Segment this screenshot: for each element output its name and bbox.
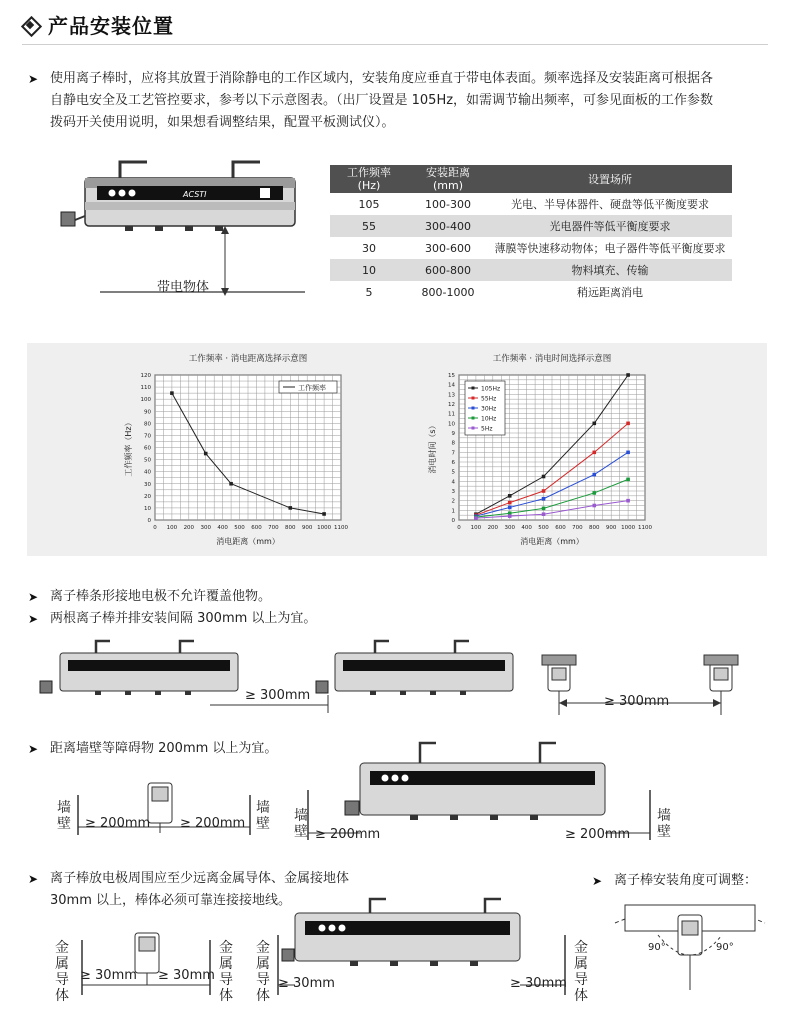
rule-bullet: ➤ 距离墙壁等障碍物 200mm 以上为宜。 [28,738,277,760]
table-row: 10 600-800 物料填充、传输 [330,259,732,281]
x-tick-label: 500 [538,525,549,531]
metal-label: 金属导体 [55,940,69,1004]
section-header [22,10,174,39]
dimension-300-label: ≥ 300mm [604,694,670,709]
x-tick-label: 1100 [638,525,652,531]
ion-bar-right [316,641,513,695]
x-tick-label: 1000 [621,525,636,531]
data-point [592,504,596,508]
charts-svg [27,343,767,556]
y-tick-label: 3 [451,489,455,495]
y-axis-label: 工作频率（Hz） [124,418,133,477]
data-point [626,451,630,455]
x-tick-label: 200 [183,525,195,531]
y-tick-label: 6 [451,460,455,466]
x-axis-label: 消电距离（mm） [520,537,584,546]
y-tick-label: 0 [147,518,151,524]
x-tick-label: 800 [589,525,600,531]
legend-marker [472,407,475,410]
y-tick-label: 10 [448,421,455,428]
data-point [542,475,546,479]
table-row: 5 800-1000 稍远距离消电 [365,285,643,299]
y-tick-label: 120 [140,373,151,379]
data-point [542,497,546,501]
angle-label: 90° [648,942,666,953]
x-tick-label: 200 [487,525,499,531]
dimension-200-label: ≥ 200mm [180,816,246,831]
y-tick-label: 4 [451,479,455,486]
table-row: 105 100-300 光电、半导体器件、硬盘等低平衡度要求 [358,197,709,211]
data-point [626,373,630,377]
table-row: 55 300-400 光电器件等低平衡度要求 [330,215,732,237]
legend-marker [472,427,475,430]
x-tick-label: 600 [555,525,566,531]
wall-label: 墙壁 [294,808,308,840]
arrow-bullet-icon: ➤ [28,590,39,604]
dimension-30-label: ≥ 30mm [510,976,567,991]
y-tick-label: 80 [144,421,151,428]
arrow-bullet-icon: ➤ [592,874,603,888]
x-tick-label: 700 [572,525,583,531]
legend-label: 30Hz [481,405,497,413]
legend-label: 105Hz [481,385,501,393]
data-point [592,451,596,455]
dimension-200-label: ≥ 200mm [85,816,151,831]
arrow-bullet-icon: ➤ [28,872,39,886]
data-point [542,512,546,516]
dimension-30-label: ≥ 30mm [278,976,335,991]
data-point [626,499,630,503]
data-point [204,452,208,456]
dimension-300-label: ≥ 300mm [245,688,311,703]
metal-spacing-diagram [60,895,780,1020]
dimension-200-label: ≥ 200mm [565,827,631,842]
data-point [592,473,596,477]
side-view-right [704,655,738,715]
data-point [322,512,326,516]
chart-panel [27,343,767,556]
y-tick-label: 20 [144,493,151,500]
intro-line: 使用离子棒时，应将其放置于消除静电的工作区域内，安装角度应垂直于带电体表面。频率选择及安装距离可根据各 [50,71,714,86]
x-tick-label: 300 [504,525,515,531]
wall-spacing-diagram [70,735,790,845]
y-tick-label: 10 [144,505,151,512]
header-freq: 工作频率 (Hz) [330,165,408,193]
x-tick-label: 500 [234,525,245,531]
rule-bullet: ➤ 离子棒安装角度可调整： [592,870,757,892]
dimension-30-label: ≥ 30mm [158,968,215,983]
y-tick-label: 11 [448,411,455,418]
y-tick-label: 5 [451,469,455,476]
metal-label: 金属导体 [574,940,588,1004]
title-divider [22,44,768,45]
y-tick-label: 90 [144,409,151,416]
table-header-row [330,165,732,193]
intro-paragraph [28,68,773,134]
charged-object-label: 带电物体 [157,280,210,295]
x-tick-label: 900 [301,525,313,531]
header-place: 设置场所 [488,165,732,193]
y-tick-label: 13 [448,392,455,399]
ion-bar-left [40,641,238,695]
data-point [592,491,596,495]
y-tick-label: 8 [451,440,455,447]
data-point [626,422,630,426]
y-tick-label: 100 [140,397,151,404]
side-view-left [542,655,576,715]
y-tick-label: 12 [448,402,455,408]
header-distance: 安装距离 (mm) [408,165,488,193]
intro-line: 拨码开关使用说明，如果想看调整结果，配置平板测试仪）。 [50,115,395,130]
data-point [542,489,546,493]
data-point [229,482,233,486]
x-tick-label: 800 [285,525,296,531]
x-tick-label: 900 [605,525,617,531]
x-tick-label: 0 [457,525,461,531]
rule-bullet: ➤ 离子棒条形接地电极不允许覆盖他物。 [28,586,271,608]
y-tick-label: 70 [144,433,151,440]
data-point [508,514,512,518]
spec-table [330,165,732,303]
y-tick-label: 30 [144,481,151,488]
x-tick-label: 300 [200,525,211,531]
legend-marker [472,397,475,400]
data-point [508,494,512,498]
dimension-200-label: ≥ 200mm [315,827,381,842]
y-tick-label: 110 [140,385,151,392]
data-point [170,391,174,395]
x-tick-label: 400 [521,525,532,531]
y-tick-label: 14 [448,382,455,389]
x-tick-label: 0 [153,525,157,531]
y-tick-label: 0 [451,518,455,524]
y-tick-label: 40 [144,469,151,476]
wall-label: 墙壁 [57,800,71,832]
x-tick-label: 700 [268,525,279,531]
chart-title: 工作频率 · 消电距离选择示意图 [188,354,308,364]
two-bar-spacing-diagram [30,635,790,720]
legend-label: 工作频率 [298,384,326,392]
y-axis-label: 消电时间（s） [428,421,437,474]
rule-bullet: ➤ 两根离子棒并排安装间隔 300mm 以上为宜。 [28,608,316,630]
x-axis-label: 消电距离（mm） [216,537,280,546]
metal-label: 金属导体 [256,940,270,1004]
y-tick-label: 50 [144,457,151,464]
data-point [508,506,512,510]
table-row: 30 300-600 薄膜等快速移动物体；电子器件等低平衡度要求 [362,241,726,255]
angle-adjust-drawing [615,905,765,990]
y-tick-label: 7 [451,450,455,457]
x-tick-label: 1000 [317,525,332,531]
svg-text:ACSTI: ACSTI [183,190,207,199]
y-tick-label: 1 [451,508,455,515]
x-tick-label: 100 [470,525,482,531]
wall-label: 墙壁 [256,800,270,832]
wall-label: 墙壁 [657,808,671,840]
legend-marker [472,387,475,390]
legend-marker [472,417,475,420]
data-point [288,506,292,510]
chart-title: 工作频率 · 消电时间选择示意图 [492,354,612,364]
data-point [474,516,478,520]
y-tick-label: 15 [448,373,455,379]
data-point [508,501,512,505]
legend-label: 55Hz [481,395,497,403]
metal-label: 金属导体 [219,940,233,1004]
arrow-bullet-icon: ➤ [28,72,39,86]
legend-label: 5Hz [481,425,493,433]
diamond-bullet-icon [22,17,38,33]
x-tick-label: 600 [251,525,262,531]
x-tick-label: 100 [166,525,178,531]
y-tick-label: 9 [451,431,455,437]
angle-label: 90° [716,942,734,953]
data-point [542,507,546,511]
rule-bullet: ➤ 离子棒放电极周围应至少远离金属导体、金属接地体 30mm 以上，棒体必须可靠连接接地线。 [28,868,408,912]
x-tick-label: 400 [217,525,228,531]
page-title: 产品安装位置 [48,14,174,38]
x-tick-label: 1100 [334,525,348,531]
y-tick-label: 2 [451,498,455,505]
legend-label: 10Hz [481,415,497,423]
arrow-bullet-icon: ➤ [28,742,39,756]
dimension-30-label: ≥ 30mm [80,968,137,983]
data-point [626,478,630,482]
y-tick-label: 60 [144,445,151,452]
data-point [592,422,596,426]
intro-line: 自静电安全及工艺管控要求，参考以下示意图表。（出厂设置是 105Hz，如需调节输出频率，可参见面板的工作参数 [50,93,714,108]
arrow-bullet-icon: ➤ [28,612,39,626]
